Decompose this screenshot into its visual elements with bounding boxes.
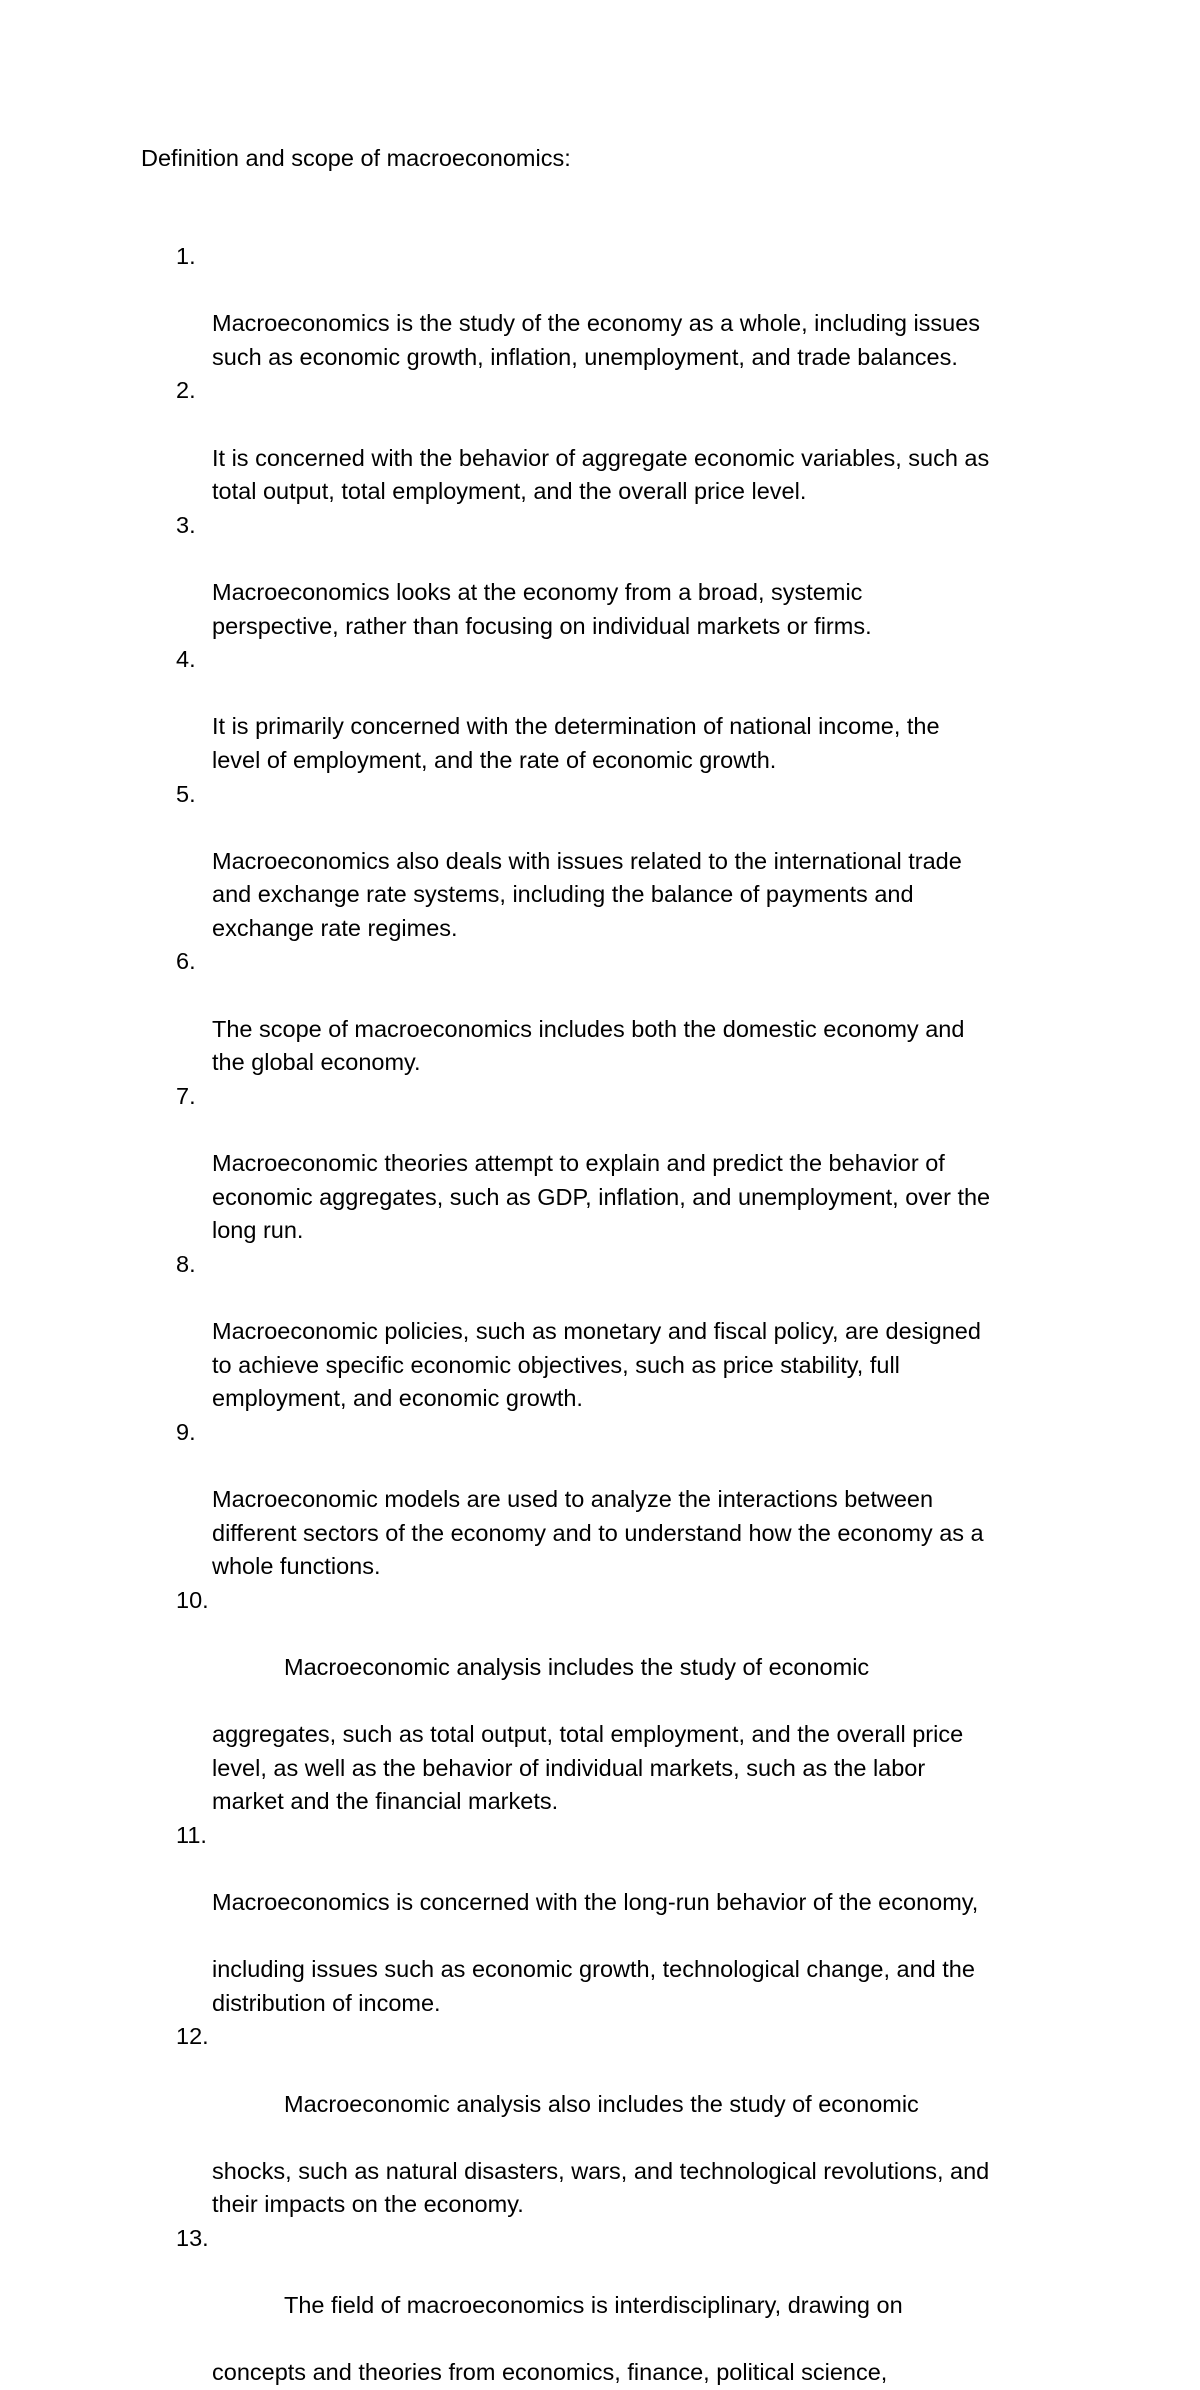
list-item-first-line: Macroeconomic analysis includes the study of economic [284, 1653, 870, 1680]
list-item [0, 2020, 1072, 2222]
list-item [0, 778, 1072, 946]
list-number: 9. [176, 1418, 196, 1445]
list-item-first-line: The field of macroeconomics is interdisciplinary, drawing on [284, 2292, 903, 2319]
list-item [0, 1080, 1072, 1248]
list-item-text: Macroeconomics looks at the economy from a broad, systemic perspective, rather than focusing on individual markets or firms. [212, 578, 872, 639]
list-number: 8. [176, 1250, 196, 1277]
list-item-text: concepts and theories from economics, finance, political science, [212, 2359, 888, 2386]
numbered-list [0, 240, 1200, 2390]
list-number: 3. [176, 511, 196, 538]
list-item-text: including issues such as economic growth, technological change, and the distribution of income. [212, 1956, 975, 2016]
document-heading: Definition and scope of macroeconomics: [141, 145, 571, 171]
list-item-text: Macroeconomics is the study of the economy as a whole, including issues such as economic growth, inflation, unemployment, and trade balances. [212, 310, 981, 370]
list-item-first-line: Macroeconomics is concerned with the long-run behavior of the economy, [212, 1889, 979, 1916]
list-number: 5. [176, 780, 196, 807]
list-number: 4. [176, 646, 196, 673]
list-number: 1. [176, 243, 196, 269]
list-item-text: Macroeconomic policies, such as monetary and fiscal policy, are designed to achieve specific economic objectives, such as price stability, full employment, and economic growth. [212, 1318, 981, 1412]
list-item-text: aggregates, such as total output, total employment, and the overall price level, as well as the behavior of individual markets, such as the labor market and the financial markets. [212, 1721, 964, 1815]
list-item-text: Macroeconomic theories attempt to explain and predict the behavior of economic aggregates, such as GDP, inflation, and unemployment, over the long run. [212, 1150, 991, 1244]
list-number: 13. [176, 2225, 209, 2252]
list-item-first-line: Macroeconomic analysis also includes the study of economic [284, 2090, 919, 2117]
list-number: 7. [176, 1082, 196, 1109]
list-item-text: The scope of macroeconomics includes both the domestic economy and the global economy. [212, 1015, 965, 1076]
list-item-text: Macroeconomic models are used to analyze the interactions between different sectors of the economy and to understand how the economy as a whole functions. [212, 1485, 984, 1580]
list-number: 6. [176, 948, 196, 975]
list-item [0, 945, 1072, 1079]
list-number: 10. [176, 1586, 209, 1613]
list-item [0, 1416, 1072, 1584]
list-item [0, 1584, 1072, 1819]
list-item [0, 1819, 1072, 2021]
list-item-text: shocks, such as natural disasters, wars, and technological revolutions, and their impacts on the economy. [212, 2157, 990, 2218]
list-item [0, 240, 1072, 374]
list-item-text: It is concerned with the behavior of aggregate economic variables, such as total output, total employment, and the overall price level. [212, 444, 990, 505]
list-number: 2. [176, 377, 196, 404]
list-item [0, 509, 1072, 643]
list-number: 11. [176, 1821, 207, 1848]
list-item [0, 643, 1072, 777]
list-item [0, 1248, 1072, 1416]
list-number: 12. [176, 2023, 209, 2050]
list-item [0, 2222, 1072, 2390]
list-item-text: It is primarily concerned with the determination of national income, the level of employment, and the rate of economic growth. [212, 713, 940, 773]
list-item-text: Macroeconomics also deals with issues related to the international trade and exchange rate systems, including the balance of payments and exchange rate regimes. [212, 847, 962, 941]
list-item [0, 374, 1072, 508]
